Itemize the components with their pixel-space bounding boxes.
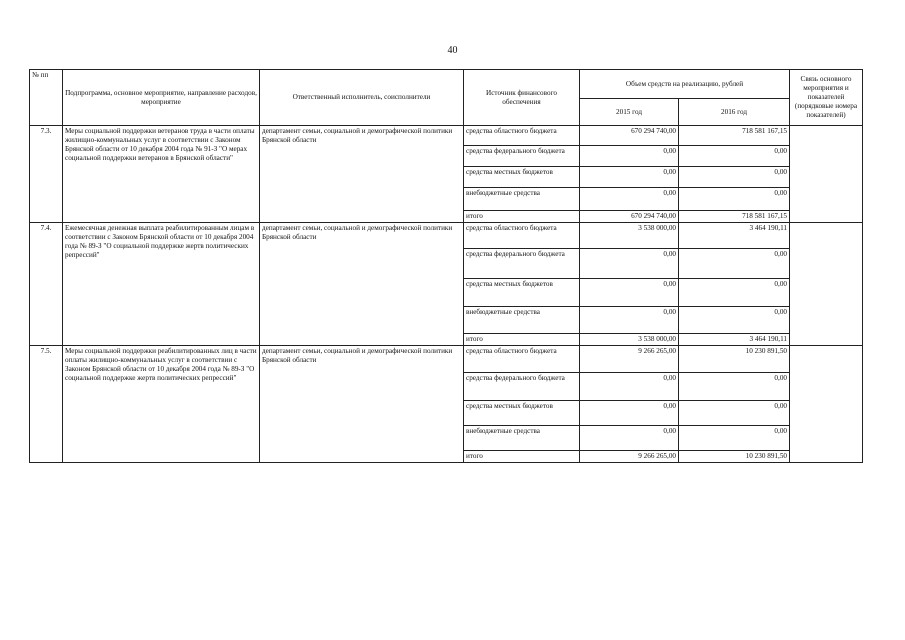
- amount-2016: 0,00: [679, 167, 790, 188]
- amount-2015: 0,00: [580, 401, 679, 426]
- table-row: [30, 126, 863, 146]
- row-number: 7.3.: [30, 126, 63, 223]
- source-name: средства областного бюджета: [464, 126, 580, 146]
- total-label: итого: [464, 334, 580, 346]
- row-link: [790, 346, 863, 463]
- row-executor: департамент семьи, социальной и демографической политики Брянской области: [260, 223, 464, 346]
- total-2016: 718 581 167,15: [679, 211, 790, 223]
- amount-2016: 3 464 190,11: [679, 223, 790, 249]
- header-volume: Объем средств на реализацию, рублей: [580, 70, 790, 99]
- row-number: 7.5.: [30, 346, 63, 463]
- row-executor: департамент семьи, социальной и демографической политики Брянской области: [260, 126, 464, 223]
- amount-2016: 0,00: [679, 249, 790, 279]
- amount-2016: 0,00: [679, 279, 790, 307]
- source-name: средства федерального бюджета: [464, 249, 580, 279]
- amount-2015: 0,00: [580, 146, 679, 167]
- total-2016: 10 230 891,50: [679, 451, 790, 463]
- amount-2015: 0,00: [580, 307, 679, 334]
- amount-2016: 718 581 167,15: [679, 126, 790, 146]
- amount-2015: 670 294 740,00: [580, 126, 679, 146]
- source-name: средства федерального бюджета: [464, 146, 580, 167]
- total-2015: 3 538 000,00: [580, 334, 679, 346]
- source-name: средства местных бюджетов: [464, 279, 580, 307]
- source-name: средства областного бюджета: [464, 346, 580, 373]
- total-2016: 3 464 190,11: [679, 334, 790, 346]
- source-name: внебюджетные средства: [464, 188, 580, 211]
- amount-2016: 0,00: [679, 188, 790, 211]
- amount-2016: 0,00: [679, 401, 790, 426]
- source-name: средства местных бюджетов: [464, 167, 580, 188]
- amount-2016: 10 230 891,50: [679, 346, 790, 373]
- row-number: 7.4.: [30, 223, 63, 346]
- header-source: Источник финансового обеспечения: [464, 70, 580, 126]
- row-description: Меры социальной поддержки ветеранов труда в части оплаты жилищно-коммунальных услуг в соответствии с Законом Брянской области от 10 декабря 2004 года № 91-З "О мерах социальной поддержки ветеранов в Брянской области": [63, 126, 260, 223]
- total-2015: 9 266 265,00: [580, 451, 679, 463]
- row-description: Меры социальной поддержки реабилитированных лиц в части оплаты жилищно-коммунальных услуг в соответствии с Законом Брянской области от 10 декабря 2004 года № 89-З "О социальной поддержке жертв политических репрессий": [63, 346, 260, 463]
- amount-2015: 3 538 000,00: [580, 223, 679, 249]
- source-name: средства федерального бюджета: [464, 373, 580, 401]
- amount-2015: 0,00: [580, 249, 679, 279]
- row-description: Ежемесячная денежная выплата реабилитированным лицам в соответствии с Законом Брянской области от 10 декабря 2004 года № 89-З "О социальной поддержке жертв политических репрессий": [63, 223, 260, 346]
- row-link: [790, 223, 863, 346]
- source-name: внебюджетные средства: [464, 426, 580, 451]
- amount-2015: 9 266 265,00: [580, 346, 679, 373]
- amount-2015: 0,00: [580, 426, 679, 451]
- page-number: 40: [447, 45, 458, 56]
- amount-2015: 0,00: [580, 188, 679, 211]
- amount-2015: 0,00: [580, 167, 679, 188]
- row-executor: департамент семьи, социальной и демографической политики Брянской области: [260, 346, 464, 463]
- total-label: итого: [464, 451, 580, 463]
- total-2015: 670 294 740,00: [580, 211, 679, 223]
- header-link: Связь основного мероприятия и показателей (порядковые номера показателей): [790, 70, 863, 126]
- amount-2015: 0,00: [580, 373, 679, 401]
- amount-2016: 0,00: [679, 307, 790, 334]
- row-link: [790, 126, 863, 223]
- header-year-2015: 2015 год: [580, 99, 679, 126]
- source-name: средства местных бюджетов: [464, 401, 580, 426]
- budget-table: [29, 69, 863, 463]
- header-year-2016: 2016 год: [679, 99, 790, 126]
- header-executor: Ответственный исполнитель, соисполнители: [260, 70, 464, 126]
- amount-2015: 0,00: [580, 279, 679, 307]
- amount-2016: 0,00: [679, 146, 790, 167]
- source-name: средства областного бюджета: [464, 223, 580, 249]
- header-program: Подпрограмма, основное мероприятие, направление расходов, мероприятие: [63, 70, 260, 126]
- amount-2016: 0,00: [679, 426, 790, 451]
- header-num: № пп: [30, 70, 63, 126]
- table-header: [30, 70, 863, 126]
- source-name: внебюджетные средства: [464, 307, 580, 334]
- amount-2016: 0,00: [679, 373, 790, 401]
- table-row: [30, 346, 863, 373]
- total-label: итого: [464, 211, 580, 223]
- table-row: [30, 223, 863, 249]
